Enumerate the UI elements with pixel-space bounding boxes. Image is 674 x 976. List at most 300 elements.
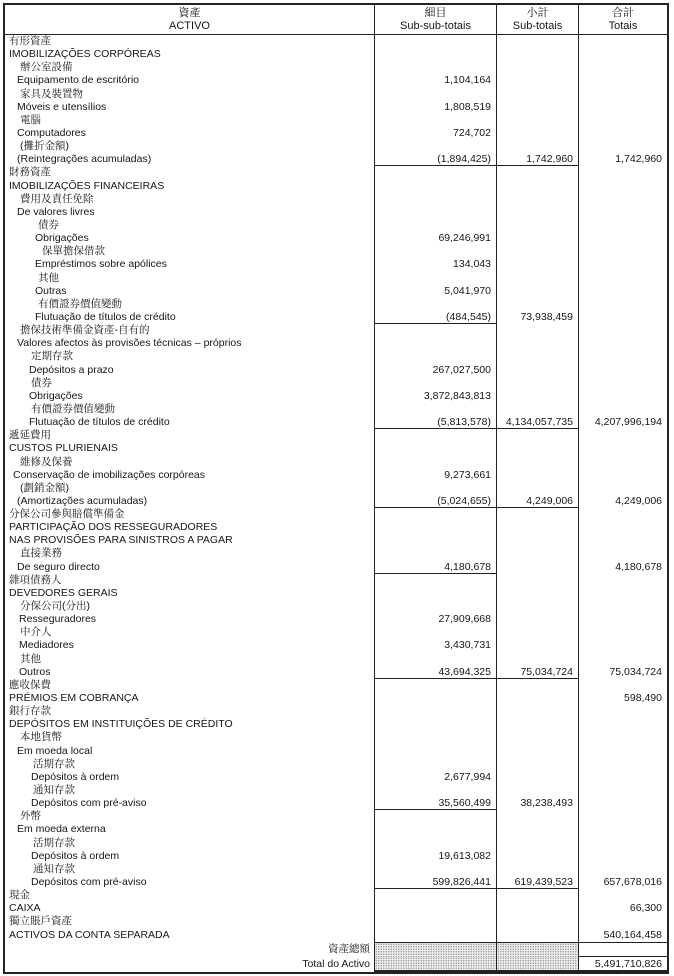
cell-sub-total bbox=[496, 915, 578, 928]
cell-sub-total bbox=[496, 521, 578, 534]
cell-total bbox=[578, 613, 667, 626]
cell-total bbox=[578, 679, 667, 692]
table-row bbox=[5, 547, 667, 560]
row-label: IMOBILIZAÇÕES CORPÓREAS bbox=[9, 48, 161, 61]
cell-sub-sub-total bbox=[374, 35, 496, 48]
table-row bbox=[5, 482, 667, 495]
cell-sub-total bbox=[496, 272, 578, 285]
cell-sub-sub-total bbox=[374, 272, 496, 285]
cell-sub-sub-total bbox=[374, 942, 496, 957]
cell-total bbox=[578, 600, 667, 613]
table-row bbox=[5, 666, 667, 679]
cell-sub-sub-total bbox=[374, 837, 496, 850]
row-label: DEVEDORES GERAIS bbox=[9, 586, 118, 599]
row-label: Depósitos com pré-aviso bbox=[31, 797, 147, 810]
cell-sub-sub-total bbox=[374, 61, 496, 74]
cell-sub-sub-total: 599,826,441 bbox=[374, 876, 496, 889]
cell-total bbox=[578, 272, 667, 285]
table-row bbox=[5, 127, 667, 140]
table-row bbox=[5, 311, 667, 324]
cell-sub-sub-total bbox=[374, 193, 496, 206]
row-label: De valores livres bbox=[17, 205, 95, 218]
row-label: Computadores bbox=[17, 126, 86, 139]
table-header bbox=[5, 5, 667, 35]
cell-total bbox=[578, 88, 667, 101]
cell-sub-sub-total bbox=[374, 219, 496, 232]
row-label: (Amortizações acumuladas) bbox=[17, 494, 148, 507]
cell-sub-total bbox=[496, 48, 578, 61]
row-label: 外幣 bbox=[20, 810, 41, 823]
cell-sub-sub-total bbox=[374, 140, 496, 153]
cell-sub-total bbox=[496, 258, 578, 271]
cell-sub-total bbox=[496, 863, 578, 876]
table-row bbox=[5, 784, 667, 797]
table-row bbox=[5, 350, 667, 363]
cell-sub-total bbox=[496, 193, 578, 206]
cell-sub-sub-total bbox=[374, 731, 496, 744]
table-row bbox=[5, 863, 667, 876]
row-label: 其他 bbox=[20, 652, 41, 665]
cell-sub-total bbox=[496, 206, 578, 219]
cell-sub-total bbox=[496, 561, 578, 574]
row-label: DEPÓSITOS EM INSTITUIÇÕES DE CRÉDITO bbox=[9, 718, 233, 731]
cell-total bbox=[578, 403, 667, 416]
cell-sub-total bbox=[496, 337, 578, 350]
cell-total bbox=[578, 521, 667, 534]
cell-sub-sub-total bbox=[374, 114, 496, 127]
cell-sub-sub-total bbox=[374, 429, 496, 442]
table-row bbox=[5, 364, 667, 377]
cell-sub-total bbox=[496, 350, 578, 363]
cell-sub-total bbox=[496, 957, 578, 972]
cell-sub-total bbox=[496, 929, 578, 942]
cell-total: 5,491,710,826 bbox=[578, 957, 667, 972]
cell-sub-sub-total: (1,894,425) bbox=[374, 153, 496, 166]
header-subsub-pt: Sub-sub-totais bbox=[400, 19, 471, 32]
row-label: 維修及保養 bbox=[20, 455, 73, 468]
cell-total bbox=[578, 350, 667, 363]
table-row bbox=[5, 613, 667, 626]
table-row bbox=[5, 758, 667, 771]
header-sub-pt: Sub-totais bbox=[512, 19, 563, 32]
table-row bbox=[5, 705, 667, 718]
cell-sub-sub-total bbox=[374, 653, 496, 666]
cell-total bbox=[578, 442, 667, 455]
header-total-zh: 合計 bbox=[612, 6, 634, 19]
cell-total bbox=[578, 285, 667, 298]
row-label: 獨立賬戶資產 bbox=[9, 915, 72, 928]
cell-sub-sub-total: 1,808,519 bbox=[374, 101, 496, 114]
cell-total bbox=[578, 889, 667, 902]
cell-sub-total: 4,134,057,735 bbox=[496, 416, 578, 429]
cell-total bbox=[578, 547, 667, 560]
table-row bbox=[5, 285, 667, 298]
cell-total: 1,742,960 bbox=[578, 153, 667, 166]
row-label: Equipamento de escritório bbox=[17, 74, 139, 87]
cell-sub-total bbox=[496, 324, 578, 337]
cell-sub-sub-total bbox=[374, 957, 496, 972]
row-label: NAS PROVISÕES PARA SINISTROS A PAGAR bbox=[9, 534, 233, 547]
cell-sub-sub-total bbox=[374, 442, 496, 455]
table-row bbox=[5, 534, 667, 547]
cell-sub-total bbox=[496, 114, 578, 127]
row-label: 財務資產 bbox=[9, 166, 51, 179]
cell-total bbox=[578, 193, 667, 206]
cell-total bbox=[578, 653, 667, 666]
cell-sub-total bbox=[496, 784, 578, 797]
table-row bbox=[5, 35, 667, 48]
row-label: 電腦 bbox=[20, 113, 41, 126]
cell-total bbox=[578, 245, 667, 258]
cell-sub-sub-total bbox=[374, 587, 496, 600]
table-row bbox=[5, 837, 667, 850]
cell-sub-total bbox=[496, 745, 578, 758]
cell-sub-sub-total bbox=[374, 245, 496, 258]
cell-total bbox=[578, 298, 667, 311]
cell-total bbox=[578, 127, 667, 140]
cell-total bbox=[578, 456, 667, 469]
cell-sub-sub-total bbox=[374, 88, 496, 101]
cell-total bbox=[578, 377, 667, 390]
cell-total bbox=[578, 942, 667, 957]
row-label: 辦公室設備 bbox=[20, 61, 73, 74]
cell-sub-total bbox=[496, 390, 578, 403]
table-row bbox=[5, 692, 667, 705]
row-label: Móveis e utensílios bbox=[17, 100, 107, 113]
row-label: Outras bbox=[35, 284, 67, 297]
table-row bbox=[5, 140, 667, 153]
cell-sub-sub-total: 1,104,164 bbox=[374, 74, 496, 87]
header-total-pt: Totais bbox=[608, 19, 638, 32]
cell-sub-sub-total bbox=[374, 823, 496, 836]
table-row bbox=[5, 456, 667, 469]
table-row bbox=[5, 101, 667, 114]
row-label: 中介人 bbox=[20, 626, 52, 639]
cell-sub-total bbox=[496, 35, 578, 48]
cell-sub-sub-total: 9,273,661 bbox=[374, 469, 496, 482]
row-label: Empréstimos sobre apólices bbox=[35, 258, 167, 271]
cell-sub-total bbox=[496, 166, 578, 179]
cell-total bbox=[578, 797, 667, 810]
cell-sub-total bbox=[496, 298, 578, 311]
cell-total: 4,180,678 bbox=[578, 561, 667, 574]
table-body bbox=[5, 35, 667, 972]
table-row bbox=[5, 88, 667, 101]
cell-total bbox=[578, 48, 667, 61]
cell-sub-total bbox=[496, 823, 578, 836]
cell-sub-sub-total: (5,024,655) bbox=[374, 495, 496, 508]
row-label: Flutuação de títulos de crédito bbox=[29, 416, 170, 429]
table-row bbox=[5, 902, 667, 915]
header-activo-pt: ACTIVO bbox=[169, 19, 210, 32]
row-label: Conservação de imobilizações corpóreas bbox=[13, 468, 206, 481]
cell-sub-sub-total bbox=[374, 324, 496, 337]
table-row bbox=[5, 889, 667, 902]
row-label: 通知存款 bbox=[33, 784, 75, 797]
cell-sub-total bbox=[496, 377, 578, 390]
table-row bbox=[5, 942, 667, 957]
cell-total bbox=[578, 324, 667, 337]
cell-total bbox=[578, 482, 667, 495]
cell-sub-sub-total bbox=[374, 758, 496, 771]
cell-sub-sub-total: 69,246,991 bbox=[374, 232, 496, 245]
header-col-totals bbox=[578, 5, 667, 34]
cell-sub-total bbox=[496, 902, 578, 915]
cell-sub-total bbox=[496, 442, 578, 455]
row-label: Obrigações bbox=[35, 232, 89, 245]
table-row bbox=[5, 166, 667, 179]
cell-total bbox=[578, 364, 667, 377]
table-row bbox=[5, 587, 667, 600]
row-label: 有形資產 bbox=[9, 35, 51, 47]
cell-sub-sub-total bbox=[374, 784, 496, 797]
cell-sub-total bbox=[496, 837, 578, 850]
cell-sub-total bbox=[496, 364, 578, 377]
table-row bbox=[5, 74, 667, 87]
cell-sub-total bbox=[496, 508, 578, 521]
cell-sub-sub-total bbox=[374, 508, 496, 521]
cell-sub-total bbox=[496, 285, 578, 298]
cell-sub-total bbox=[496, 600, 578, 613]
cell-sub-total bbox=[496, 574, 578, 587]
row-label: 其他 bbox=[38, 271, 59, 284]
cell-total bbox=[578, 718, 667, 731]
cell-sub-total bbox=[496, 219, 578, 232]
cell-sub-total bbox=[496, 180, 578, 193]
row-label: 家具及裝置物 bbox=[20, 87, 83, 100]
cell-total bbox=[578, 837, 667, 850]
cell-sub-total bbox=[496, 692, 578, 705]
cell-sub-total bbox=[496, 469, 578, 482]
cell-sub-total bbox=[496, 639, 578, 652]
cell-sub-total bbox=[496, 850, 578, 863]
cell-sub-total bbox=[496, 758, 578, 771]
table-row bbox=[5, 745, 667, 758]
row-label: 分保公司參與賠償準備金 bbox=[9, 508, 125, 521]
cell-total bbox=[578, 35, 667, 48]
cell-sub-sub-total bbox=[374, 206, 496, 219]
cell-sub-total bbox=[496, 613, 578, 626]
cell-total bbox=[578, 337, 667, 350]
table-row bbox=[5, 508, 667, 521]
row-label: 債券 bbox=[38, 218, 59, 231]
cell-sub-sub-total bbox=[374, 745, 496, 758]
cell-sub-sub-total bbox=[374, 718, 496, 731]
cell-sub-total bbox=[496, 61, 578, 74]
cell-total bbox=[578, 823, 667, 836]
cell-sub-sub-total bbox=[374, 521, 496, 534]
cell-sub-total bbox=[496, 245, 578, 258]
table-row bbox=[5, 639, 667, 652]
row-label: CUSTOS PLURIENAIS bbox=[9, 442, 118, 455]
cell-sub-total: 4,249,006 bbox=[496, 495, 578, 508]
row-label: Em moeda externa bbox=[17, 823, 106, 836]
table-row bbox=[5, 850, 667, 863]
cell-total bbox=[578, 758, 667, 771]
cell-sub-total bbox=[496, 587, 578, 600]
table-row bbox=[5, 61, 667, 74]
row-label: CAIXA bbox=[9, 902, 41, 915]
table-row bbox=[5, 180, 667, 193]
row-label: Obrigações bbox=[29, 389, 83, 402]
header-col-subtotals bbox=[496, 5, 578, 34]
cell-sub-total bbox=[496, 403, 578, 416]
cell-sub-total bbox=[496, 74, 578, 87]
cell-sub-sub-total bbox=[374, 298, 496, 311]
cell-sub-sub-total bbox=[374, 692, 496, 705]
table-row bbox=[5, 153, 667, 166]
cell-sub-sub-total bbox=[374, 48, 496, 61]
cell-total bbox=[578, 469, 667, 482]
row-label: 活期存款 bbox=[33, 836, 75, 849]
table-row bbox=[5, 521, 667, 534]
table-row bbox=[5, 731, 667, 744]
row-label: Depósitos à ordem bbox=[31, 849, 120, 862]
table-row bbox=[5, 193, 667, 206]
table-row bbox=[5, 206, 667, 219]
cell-sub-total: 619,439,523 bbox=[496, 876, 578, 889]
cell-total bbox=[578, 232, 667, 245]
cell-sub-total bbox=[496, 456, 578, 469]
row-label: 有價證券價值變動 bbox=[31, 402, 115, 415]
cell-total bbox=[578, 390, 667, 403]
row-label: 債券 bbox=[31, 376, 52, 389]
cell-sub-total: 73,938,459 bbox=[496, 311, 578, 324]
cell-total: 75,034,724 bbox=[578, 666, 667, 679]
row-label: Resseguradores bbox=[19, 613, 97, 626]
row-label: 本地貨幣 bbox=[20, 731, 62, 744]
row-label: 現金 bbox=[9, 889, 30, 902]
cell-sub-sub-total bbox=[374, 534, 496, 547]
cell-total: 540,164,458 bbox=[578, 929, 667, 942]
row-label: 活期存款 bbox=[33, 757, 75, 770]
cell-sub-total bbox=[496, 731, 578, 744]
table-row bbox=[5, 876, 667, 889]
row-label: 雜項債務人 bbox=[9, 573, 62, 586]
cell-sub-total bbox=[496, 771, 578, 784]
table-row bbox=[5, 429, 667, 442]
row-label: (Reintegrações acumuladas) bbox=[17, 153, 152, 166]
row-label: 銀行存款 bbox=[9, 705, 51, 718]
cell-total bbox=[578, 810, 667, 823]
table-row bbox=[5, 810, 667, 823]
cell-sub-sub-total bbox=[374, 166, 496, 179]
cell-sub-sub-total bbox=[374, 902, 496, 915]
table-row bbox=[5, 797, 667, 810]
row-label: PARTICIPAÇÃO DOS RESSEGURADORES bbox=[9, 521, 218, 534]
row-label: Depósitos a prazo bbox=[29, 363, 114, 376]
row-label: Flutuação de títulos de crédito bbox=[35, 310, 176, 323]
cell-sub-sub-total: 134,043 bbox=[374, 258, 496, 271]
cell-sub-total bbox=[496, 810, 578, 823]
cell-sub-total bbox=[496, 705, 578, 718]
header-subsub-zh: 細目 bbox=[424, 6, 447, 19]
cell-sub-total bbox=[496, 140, 578, 153]
cell-total bbox=[578, 508, 667, 521]
cell-sub-sub-total bbox=[374, 482, 496, 495]
table-row bbox=[5, 48, 667, 61]
header-activo-zh: 資產 bbox=[178, 6, 201, 19]
row-label: 有價證券價值變動 bbox=[38, 297, 122, 310]
cell-sub-sub-total: (5,813,578) bbox=[374, 416, 496, 429]
row-label: 保單擔保借款 bbox=[42, 245, 105, 258]
row-label: Depósitos à ordem bbox=[31, 770, 120, 783]
cell-sub-sub-total: 4,180,678 bbox=[374, 561, 496, 574]
row-label: 通知存款 bbox=[33, 862, 75, 875]
row-label: PRÉMIOS EM COBRANÇA bbox=[9, 692, 139, 705]
table-row bbox=[5, 245, 667, 258]
cell-total bbox=[578, 639, 667, 652]
cell-sub-sub-total: 43,694,325 bbox=[374, 666, 496, 679]
row-label: IMOBILIZAÇÕES FINANCEIRAS bbox=[9, 179, 165, 192]
cell-total bbox=[578, 534, 667, 547]
cell-sub-total bbox=[496, 679, 578, 692]
table-row bbox=[5, 324, 667, 337]
table-row bbox=[5, 232, 667, 245]
table-row bbox=[5, 574, 667, 587]
cell-total bbox=[578, 850, 667, 863]
row-label: 應收保費 bbox=[9, 678, 51, 691]
row-label: Valores afectos às provisões técnicas – próprios bbox=[17, 337, 242, 350]
row-label: De seguro directo bbox=[17, 560, 100, 573]
cell-total: 598,490 bbox=[578, 692, 667, 705]
cell-sub-total bbox=[496, 889, 578, 902]
cell-total bbox=[578, 574, 667, 587]
row-label: (劃銷金額) bbox=[20, 481, 69, 494]
cell-total bbox=[578, 114, 667, 127]
cell-sub-sub-total: 27,909,668 bbox=[374, 613, 496, 626]
row-label: 定期存款 bbox=[31, 350, 73, 363]
cell-sub-total bbox=[496, 88, 578, 101]
cell-sub-total bbox=[496, 101, 578, 114]
cell-sub-sub-total bbox=[374, 180, 496, 193]
row-label: Outros bbox=[19, 665, 51, 678]
row-label: 遞延費用 bbox=[9, 429, 51, 442]
cell-sub-sub-total bbox=[374, 547, 496, 560]
cell-sub-sub-total: 267,027,500 bbox=[374, 364, 496, 377]
cell-total: 657,678,016 bbox=[578, 876, 667, 889]
row-label: 分保公司(分出) bbox=[20, 600, 90, 613]
cell-sub-total bbox=[496, 718, 578, 731]
cell-sub-total bbox=[496, 534, 578, 547]
balance-sheet-table bbox=[3, 3, 669, 974]
table-row bbox=[5, 416, 667, 429]
cell-sub-sub-total: 724,702 bbox=[374, 127, 496, 140]
cell-total bbox=[578, 731, 667, 744]
table-row bbox=[5, 718, 667, 731]
table-row bbox=[5, 823, 667, 836]
cell-sub-sub-total bbox=[374, 810, 496, 823]
cell-sub-sub-total bbox=[374, 863, 496, 876]
row-label: 資產總額 bbox=[328, 942, 370, 955]
cell-sub-sub-total bbox=[374, 679, 496, 692]
cell-total bbox=[578, 863, 667, 876]
table-row bbox=[5, 272, 667, 285]
row-label: 費用及責任免除 bbox=[20, 192, 94, 205]
row-label: Mediadores bbox=[19, 639, 74, 652]
table-row bbox=[5, 915, 667, 928]
table-row bbox=[5, 957, 667, 972]
cell-total bbox=[578, 258, 667, 271]
cell-sub-total bbox=[496, 232, 578, 245]
cell-sub-sub-total: 19,613,082 bbox=[374, 850, 496, 863]
table-row bbox=[5, 929, 667, 942]
table-row bbox=[5, 403, 667, 416]
cell-total bbox=[578, 429, 667, 442]
cell-total bbox=[578, 74, 667, 87]
table-row bbox=[5, 495, 667, 508]
cell-total bbox=[578, 311, 667, 324]
